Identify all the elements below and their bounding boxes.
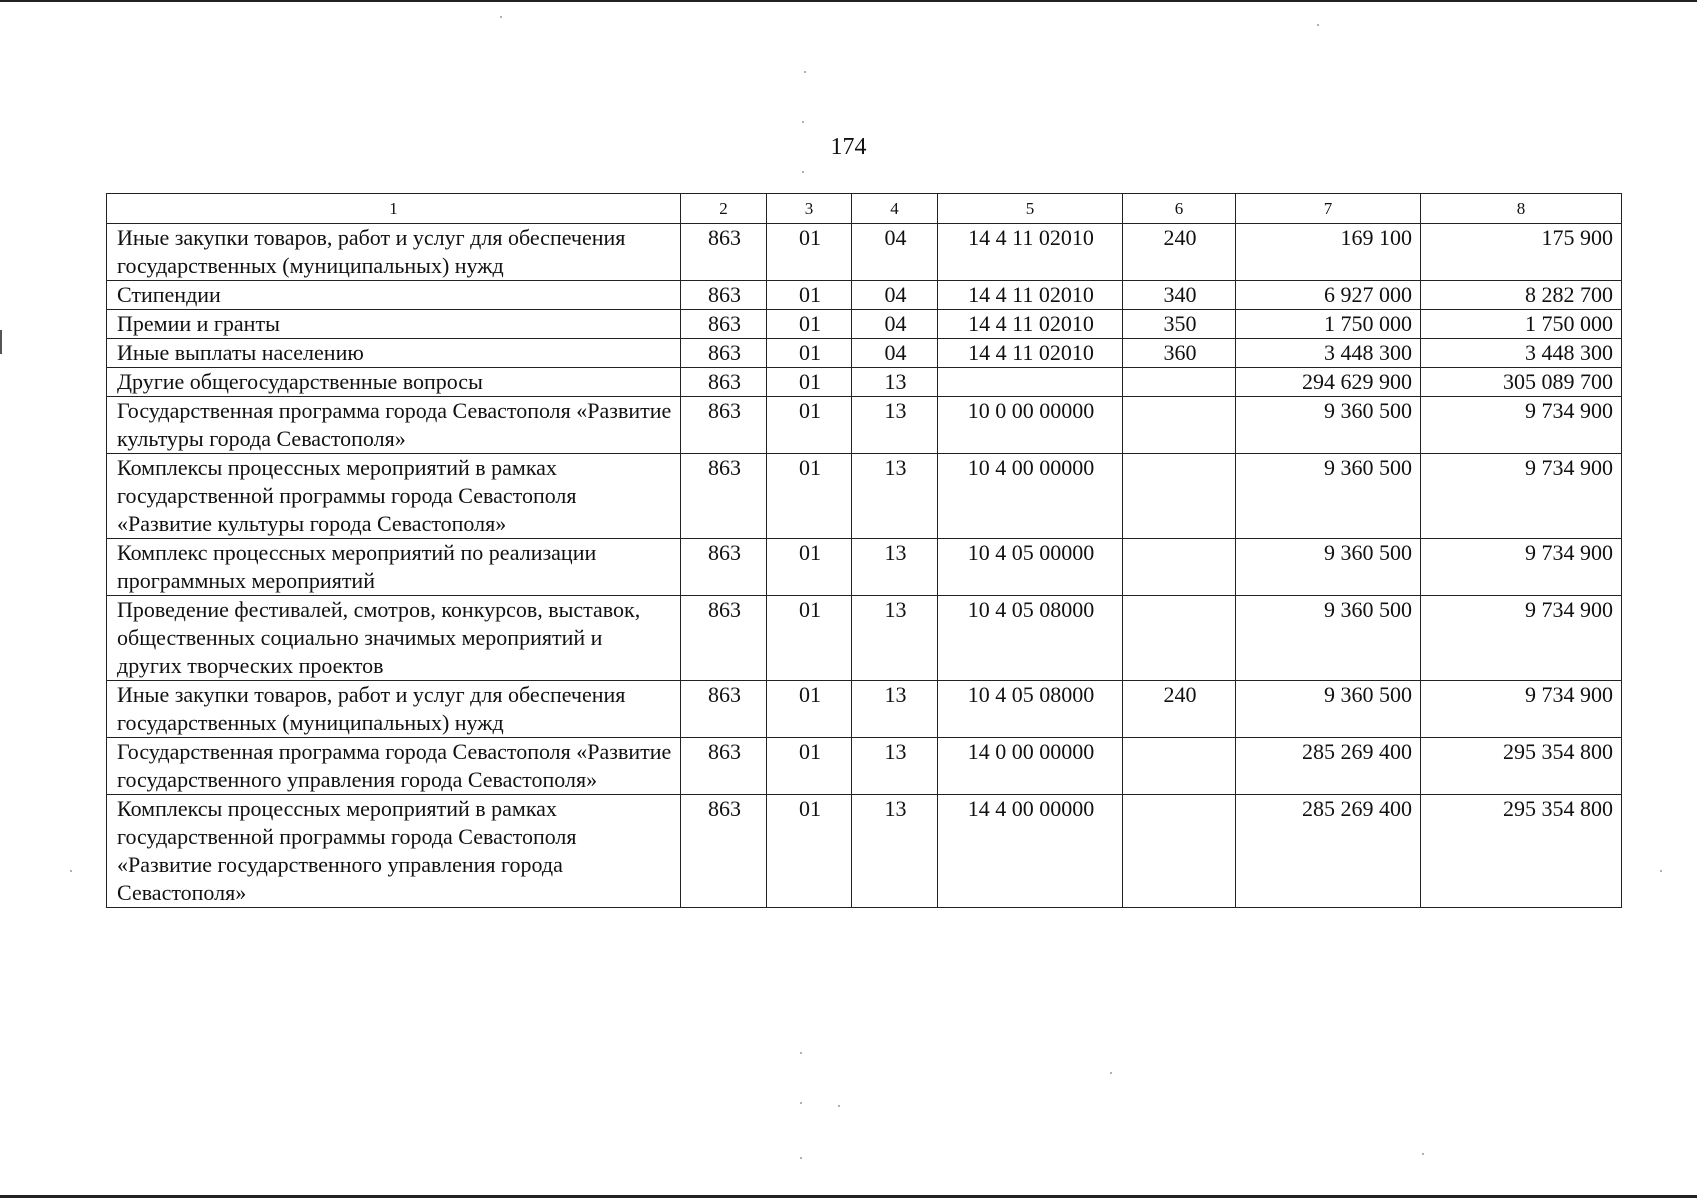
amount-year1-cell: 9 360 500 (1236, 681, 1421, 738)
section-code-cell: 01 (767, 397, 852, 454)
target-article-cell: 14 4 11 02010 (938, 224, 1123, 281)
scan-speck (800, 1102, 802, 1104)
subsection-code-cell: 13 (852, 397, 938, 454)
scan-speck (1110, 1072, 1112, 1074)
column-header: 3 (767, 194, 852, 224)
table-row (107, 596, 1622, 681)
scan-speck (70, 870, 72, 872)
admin-code-cell: 863 (681, 310, 767, 339)
section-code-cell: 01 (767, 681, 852, 738)
table-row (107, 454, 1622, 539)
row-name-cell: Другие общегосударственные вопросы (107, 368, 681, 397)
row-name-cell: Премии и гранты (107, 310, 681, 339)
section-code-cell: 01 (767, 281, 852, 310)
admin-code-cell: 863 (681, 368, 767, 397)
row-name-cell: Государственная программа города Севастополя «Развитие государственного управления города Севастополя» (107, 738, 681, 795)
amount-year2-cell: 3 448 300 (1421, 339, 1622, 368)
section-code-cell: 01 (767, 596, 852, 681)
admin-code-cell: 863 (681, 454, 767, 539)
expense-type-cell (1123, 397, 1236, 454)
target-article-cell: 14 4 11 02010 (938, 310, 1123, 339)
admin-code-cell: 863 (681, 224, 767, 281)
table-row (107, 339, 1622, 368)
expense-type-cell (1123, 738, 1236, 795)
admin-code-cell: 863 (681, 681, 767, 738)
expense-type-cell (1123, 795, 1236, 908)
scan-speck (1660, 870, 1662, 872)
subsection-code-cell: 13 (852, 738, 938, 795)
amount-year2-cell: 9 734 900 (1421, 397, 1622, 454)
amount-year2-cell: 295 354 800 (1421, 795, 1622, 908)
admin-code-cell: 863 (681, 281, 767, 310)
subsection-code-cell: 04 (852, 339, 938, 368)
table-row (107, 310, 1622, 339)
row-name-cell: Государственная программа города Севастополя «Развитие культуры города Севастополя» (107, 397, 681, 454)
amount-year2-cell: 295 354 800 (1421, 738, 1622, 795)
table-row (107, 224, 1622, 281)
amount-year1-cell: 9 360 500 (1236, 397, 1421, 454)
amount-year1-cell: 285 269 400 (1236, 738, 1421, 795)
scan-speck (500, 16, 502, 18)
row-name-cell: Комплекс процессных мероприятий по реализации программных мероприятий (107, 539, 681, 596)
amount-year1-cell: 294 629 900 (1236, 368, 1421, 397)
amount-year2-cell: 9 734 900 (1421, 681, 1622, 738)
target-article-cell: 14 4 11 02010 (938, 281, 1123, 310)
subsection-code-cell: 13 (852, 454, 938, 539)
target-article-cell: 10 4 05 08000 (938, 681, 1123, 738)
amount-year2-cell: 9 734 900 (1421, 454, 1622, 539)
scan-speck (804, 71, 806, 73)
column-header: 6 (1123, 194, 1236, 224)
amount-year1-cell: 3 448 300 (1236, 339, 1421, 368)
target-article-cell: 14 4 00 00000 (938, 795, 1123, 908)
target-article-cell: 14 0 00 00000 (938, 738, 1123, 795)
subsection-code-cell: 04 (852, 224, 938, 281)
subsection-code-cell: 04 (852, 281, 938, 310)
table-row (107, 738, 1622, 795)
scan-speck (800, 1157, 802, 1159)
column-header: 1 (107, 194, 681, 224)
row-name-cell: Проведение фестивалей, смотров, конкурсов, выставок, общественных социально значимых мероприятий и других творческих проектов (107, 596, 681, 681)
admin-code-cell: 863 (681, 539, 767, 596)
section-code-cell: 01 (767, 224, 852, 281)
section-code-cell: 01 (767, 738, 852, 795)
scan-edge-top (0, 0, 1697, 2)
section-code-cell: 01 (767, 539, 852, 596)
column-header: 4 (852, 194, 938, 224)
amount-year1-cell: 6 927 000 (1236, 281, 1421, 310)
section-code-cell: 01 (767, 339, 852, 368)
target-article-cell: 14 4 11 02010 (938, 339, 1123, 368)
row-name-cell: Иные закупки товаров, работ и услуг для обеспечения государственных (муниципальных) нужд (107, 681, 681, 738)
table-header-row (107, 194, 1622, 224)
amount-year2-cell: 305 089 700 (1421, 368, 1622, 397)
target-article-cell: 10 4 05 00000 (938, 539, 1123, 596)
amount-year1-cell: 285 269 400 (1236, 795, 1421, 908)
expense-type-cell (1123, 596, 1236, 681)
row-name-cell: Иные закупки товаров, работ и услуг для обеспечения государственных (муниципальных) нужд (107, 224, 681, 281)
table-row (107, 539, 1622, 596)
column-header: 5 (938, 194, 1123, 224)
subsection-code-cell: 13 (852, 795, 938, 908)
admin-code-cell: 863 (681, 397, 767, 454)
admin-code-cell: 863 (681, 795, 767, 908)
scan-edge-bottom (0, 1195, 1697, 1198)
scan-speck (802, 171, 804, 173)
amount-year2-cell: 9 734 900 (1421, 539, 1622, 596)
scan-speck (1422, 1153, 1424, 1155)
section-code-cell: 01 (767, 368, 852, 397)
admin-code-cell: 863 (681, 738, 767, 795)
budget-table (106, 193, 1622, 908)
section-code-cell: 01 (767, 310, 852, 339)
column-header: 7 (1236, 194, 1421, 224)
scan-speck (1317, 24, 1319, 26)
target-article-cell (938, 368, 1123, 397)
subsection-code-cell: 13 (852, 368, 938, 397)
table-row (107, 368, 1622, 397)
expense-type-cell (1123, 539, 1236, 596)
section-code-cell: 01 (767, 454, 852, 539)
amount-year2-cell: 175 900 (1421, 224, 1622, 281)
table-row (107, 795, 1622, 908)
scan-speck (802, 121, 804, 123)
row-name-cell: Комплексы процессных мероприятий в рамках государственной программы города Севастополя «Развитие государственного управления города Севастополя» (107, 795, 681, 908)
scan-speck (800, 1052, 802, 1054)
table-row (107, 681, 1622, 738)
row-name-cell: Комплексы процессных мероприятий в рамках государственной программы города Севастополя «Развитие культуры города Севастополя» (107, 454, 681, 539)
page-number: 174 (830, 134, 867, 160)
subsection-code-cell: 04 (852, 310, 938, 339)
subsection-code-cell: 13 (852, 681, 938, 738)
scan-speck (838, 1105, 840, 1107)
subsection-code-cell: 13 (852, 539, 938, 596)
target-article-cell: 10 4 00 00000 (938, 454, 1123, 539)
admin-code-cell: 863 (681, 339, 767, 368)
expense-type-cell: 240 (1123, 681, 1236, 738)
admin-code-cell: 863 (681, 596, 767, 681)
table-row (107, 281, 1622, 310)
amount-year1-cell: 9 360 500 (1236, 596, 1421, 681)
row-name-cell: Стипендии (107, 281, 681, 310)
amount-year1-cell: 9 360 500 (1236, 539, 1421, 596)
amount-year1-cell: 9 360 500 (1236, 454, 1421, 539)
column-header: 8 (1421, 194, 1622, 224)
target-article-cell: 10 4 05 08000 (938, 596, 1123, 681)
amount-year2-cell: 9 734 900 (1421, 596, 1622, 681)
amount-year2-cell: 1 750 000 (1421, 310, 1622, 339)
row-name-cell: Иные выплаты населению (107, 339, 681, 368)
section-code-cell: 01 (767, 795, 852, 908)
expense-type-cell (1123, 368, 1236, 397)
expense-type-cell: 350 (1123, 310, 1236, 339)
subsection-code-cell: 13 (852, 596, 938, 681)
amount-year1-cell: 169 100 (1236, 224, 1421, 281)
amount-year1-cell: 1 750 000 (1236, 310, 1421, 339)
expense-type-cell: 360 (1123, 339, 1236, 368)
amount-year2-cell: 8 282 700 (1421, 281, 1622, 310)
table-row (107, 397, 1622, 454)
column-header: 2 (681, 194, 767, 224)
expense-type-cell: 340 (1123, 281, 1236, 310)
expense-type-cell: 240 (1123, 224, 1236, 281)
target-article-cell: 10 0 00 00000 (938, 397, 1123, 454)
scan-edge-mark (0, 330, 2, 354)
expense-type-cell (1123, 454, 1236, 539)
